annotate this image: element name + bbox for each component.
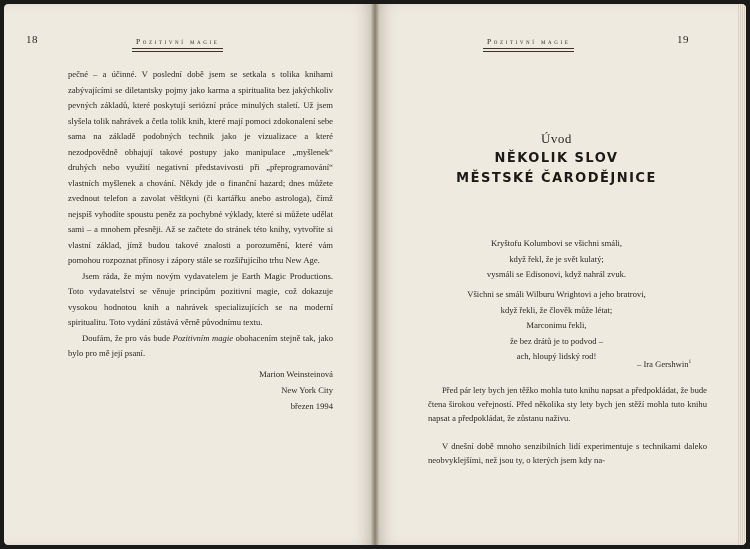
poem-line: vysmáli se Edisonovi, když nahrál zvuk. bbox=[486, 269, 627, 279]
signature-block bbox=[174, 366, 333, 414]
poem-line: Kryštofu Kolumbovi se všichni smáli, bbox=[490, 238, 623, 248]
paragraph: pečné – a účinné. V poslední době jsem se setkala s tolika knihami zabývajícími se diletantsky pojmy jako karma a spiritualita bez jakýchkoliv pevných základů, které poskytují seriózní práce minulých staletí. Už jsem slyšela tolik nahrávek a četla tolik knih, které mají pomoci zdokonalení sebe sama na základě podobných technik jako je vizualizace a které nezodpovědně obhajují takové postupy jako manipulace „myšlenek“ druhých nebo využití negativní představivosti při „přeprogramování“ vlastních myšlenek a chování. Někdy jde o finanční hazard; dnes můžete zvednout telefon a zavolat věštkyni (či kartářku anebo astrologa), čímž nejspíš vyhodíte spoustu peněz za pochybné výklady, které si můžete udělat sami – a mnohem přesněji. Až se začtete do stránek této knihy, vytvoříte si vlastní základ, jímž budou takové znalosti a porozumění, které vám pomohou rozpoznat přínosy i zápory stále se rozšiřujícího trhu New Age. bbox=[68, 69, 333, 265]
right-body bbox=[428, 383, 707, 467]
poem-stanza bbox=[375, 287, 738, 365]
poem-line: když řekl, že je svět kulatý; bbox=[509, 253, 604, 264]
right-page bbox=[375, 4, 746, 545]
running-header: Pozitivní magie bbox=[483, 37, 574, 49]
paragraph: Doufám, že pro vás bude Pozitivním magie obohacením stejně tak, jako bylo pro mě její psaní. bbox=[68, 332, 333, 358]
book-title-italic: Pozitivním magie bbox=[172, 332, 234, 343]
chapter-title-line: NĚKOLIK SLOV bbox=[494, 151, 619, 166]
footnote-marker: 1 bbox=[688, 359, 692, 366]
poem-line: ach, hloupý lidský rod! bbox=[516, 351, 597, 361]
chapter-title bbox=[375, 149, 738, 189]
section-label: Úvod bbox=[541, 131, 572, 146]
running-header: Pozitivní magie bbox=[132, 37, 223, 49]
chapter-title-line: MĚSTSKÉ ČARODĚJNICE bbox=[456, 171, 657, 186]
poem-line: Marconimu řekli, bbox=[526, 320, 587, 330]
paragraph: V dnešní době mnoho senzibilních lidí experimentuje s technikami daleko neobvyklejšími, než jsou ty, o kterých jsem kdy na- bbox=[428, 441, 707, 465]
left-page bbox=[4, 4, 375, 545]
page-number: 19 bbox=[677, 34, 689, 46]
poem-line: když řekli, že člověk může létat; bbox=[500, 304, 613, 315]
poem-stanza bbox=[375, 236, 738, 283]
signature-date: březen 1994 bbox=[290, 401, 333, 411]
paragraph: Jsem ráda, že mým novým vydavatelem je Earth Magic Productions. Toto vydavatelství se věnuje principům pozitivní magie, což dokazuje vysokou hodnotou knih a nahrávek specializujících se na moderní spiritualitu. Toto vydání zůstává věrně původnímu textu. bbox=[68, 270, 333, 327]
paragraph: Před pár lety bych jen těžko mohla tuto knihu napsat a předpokládat, že bude čtena širokou veřejností. Před několika sty lety bych jen stěží mohla tuto knihu napsat a předpokládat, že zůstanu naživu. bbox=[428, 385, 707, 423]
author-name: Marion Weinsteinová bbox=[259, 369, 333, 379]
book-gutter bbox=[371, 4, 379, 545]
poem-attribution: – Ira Gershwin$^1$ bbox=[637, 359, 692, 369]
poem-line: že bez drátů je to podvod – bbox=[509, 335, 604, 346]
left-body bbox=[68, 67, 333, 362]
page-number: 18 bbox=[26, 34, 38, 46]
poem-line: Všichni se smáli Wilburu Wrightovi a jeho bratrovi, bbox=[467, 289, 646, 299]
book-spread bbox=[4, 4, 746, 545]
signature-place: New York City bbox=[281, 385, 333, 395]
